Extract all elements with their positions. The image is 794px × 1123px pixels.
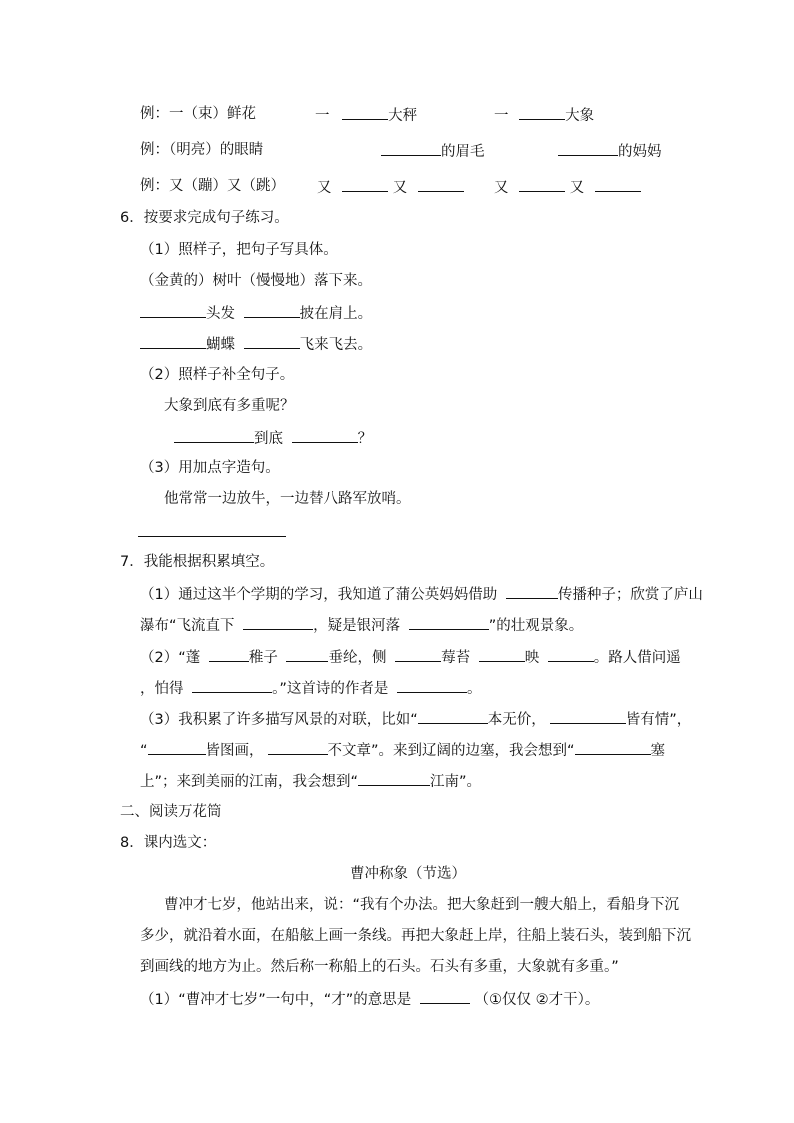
q6-part3-example: 他常常一边放牛，一边替八路军放哨。 bbox=[164, 491, 411, 507]
fill-blank[interactable] bbox=[138, 521, 286, 537]
example-row-3 bbox=[140, 176, 285, 196]
example-text: 例：（明亮）的眼睛 bbox=[140, 142, 264, 158]
fill-blank[interactable] bbox=[418, 176, 464, 192]
question-7-title: 7．我能根据积累填空。 bbox=[120, 554, 275, 570]
fill-blank[interactable] bbox=[409, 614, 489, 630]
fill-blank[interactable] bbox=[595, 176, 641, 192]
fill-blank[interactable] bbox=[209, 646, 249, 662]
fill-blank[interactable] bbox=[418, 708, 488, 724]
question-8-title: 8．课内选文： bbox=[120, 835, 217, 851]
fill-blank[interactable] bbox=[397, 677, 467, 693]
fill-blank[interactable] bbox=[140, 333, 206, 349]
fill-blank[interactable] bbox=[140, 302, 206, 318]
fill-blank[interactable] bbox=[342, 104, 388, 120]
fill-blank[interactable] bbox=[286, 646, 328, 662]
fill-blank[interactable] bbox=[506, 583, 558, 599]
passage-line: 多少，就沿着水面，在船舷上画一条线。再把大象赶上岸，往船上装石头，装到船下沉 bbox=[140, 928, 691, 944]
fill-blank[interactable] bbox=[519, 104, 565, 120]
fill-blank[interactable] bbox=[342, 176, 388, 192]
q6-part3-answer-line bbox=[138, 521, 286, 543]
q7-part3-line1: （3）我积累了许多描写风景的对联，比如“ 本无价， 皆有情”， bbox=[140, 708, 691, 730]
q7-part1-line2: 瀑布“飞流直下 ，疑是银河落 ”的壮观景象。 bbox=[140, 614, 583, 636]
q6-part2-example: 大象到底有多重呢？ bbox=[164, 398, 295, 414]
q6-part2-line: 到底 ？ bbox=[174, 427, 372, 449]
q6-part3-title: （3）用加点字造句。 bbox=[140, 460, 280, 476]
fill-blank[interactable] bbox=[244, 333, 300, 349]
fill-blank[interactable] bbox=[420, 988, 470, 1004]
fill-blank[interactable] bbox=[244, 302, 300, 318]
blank-item: 又 又 bbox=[494, 176, 641, 198]
passage-line: 到画线的地方为止。然后称一称船上的石头。石头有多重，大象就有多重。” bbox=[140, 959, 619, 975]
fill-blank[interactable] bbox=[479, 646, 525, 662]
blank-item: 的眉毛 bbox=[381, 140, 485, 162]
fill-blank[interactable] bbox=[575, 739, 651, 755]
example-text: 例：一（束）鲜花 bbox=[140, 106, 256, 122]
fill-blank[interactable] bbox=[395, 646, 441, 662]
fill-blank[interactable] bbox=[174, 427, 254, 443]
passage-title: 曹冲称象（节选） bbox=[350, 866, 466, 882]
q6-part1-line2: 蝴蝶 飞来飞去。 bbox=[140, 333, 372, 355]
blank-item: 又 又 bbox=[317, 176, 464, 198]
fill-blank[interactable] bbox=[358, 770, 430, 786]
q7-part2-line2: ，怕得 。”这首诗的作者是 。 bbox=[140, 677, 481, 699]
q6-part1-line1: 头发 披在肩上。 bbox=[140, 302, 372, 324]
q6-part1-example: （金黄的）树叶（慢慢地）落下来。 bbox=[140, 273, 372, 289]
q6-part2-title: （2）照样子补全句子。 bbox=[140, 367, 295, 383]
blank-item: 的妈妈 bbox=[558, 140, 662, 162]
q7-part3-line3: 上”；来到美丽的江南，我会想到“ 江南”。 bbox=[140, 770, 481, 792]
fill-blank[interactable] bbox=[381, 140, 441, 156]
fill-blank[interactable] bbox=[558, 140, 618, 156]
fill-blank[interactable] bbox=[292, 427, 358, 443]
blank-item: 一 大象 bbox=[494, 104, 594, 126]
blank-item: 一 大秤 bbox=[315, 104, 417, 126]
q7-part2-line1: （2）“蓬 稚子 垂纶，侧 莓苔 映 。路人借问遥 bbox=[140, 646, 681, 668]
fill-blank[interactable] bbox=[268, 739, 328, 755]
fill-blank[interactable] bbox=[148, 739, 206, 755]
example-row-2 bbox=[140, 140, 263, 160]
fill-blank[interactable] bbox=[548, 646, 594, 662]
question-6-title: 6．按要求完成句子练习。 bbox=[120, 210, 289, 226]
q7-part1-line1: （1）通过这半个学期的学习，我知道了蒲公英妈妈借助 传播种子；欣赏了庐山 bbox=[140, 583, 703, 605]
q6-part1-title: （1）照样子，把句子写具体。 bbox=[140, 242, 338, 258]
example-text: 例：又（蹦）又（跳） bbox=[140, 178, 285, 194]
fill-blank[interactable] bbox=[243, 614, 313, 630]
q7-part3-line2: “ 皆图画， 不文章”。来到辽阔的边塞，我会想到“ 塞 bbox=[140, 739, 665, 761]
fill-blank[interactable] bbox=[519, 176, 565, 192]
q8-part1: （1）“曹冲才七岁”一句中，“才”的意思是 （①仅仅 ②才干）。 bbox=[140, 988, 599, 1010]
fill-blank[interactable] bbox=[550, 708, 626, 724]
section-heading: 二、阅读万花筒 bbox=[120, 804, 222, 820]
fill-blank[interactable] bbox=[192, 677, 272, 693]
example-row-1 bbox=[140, 104, 256, 124]
passage-line: 曹冲才七岁，他站出来，说：“我有个办法。把大象赶到一艘大船上，看船身下沉 bbox=[164, 897, 680, 913]
